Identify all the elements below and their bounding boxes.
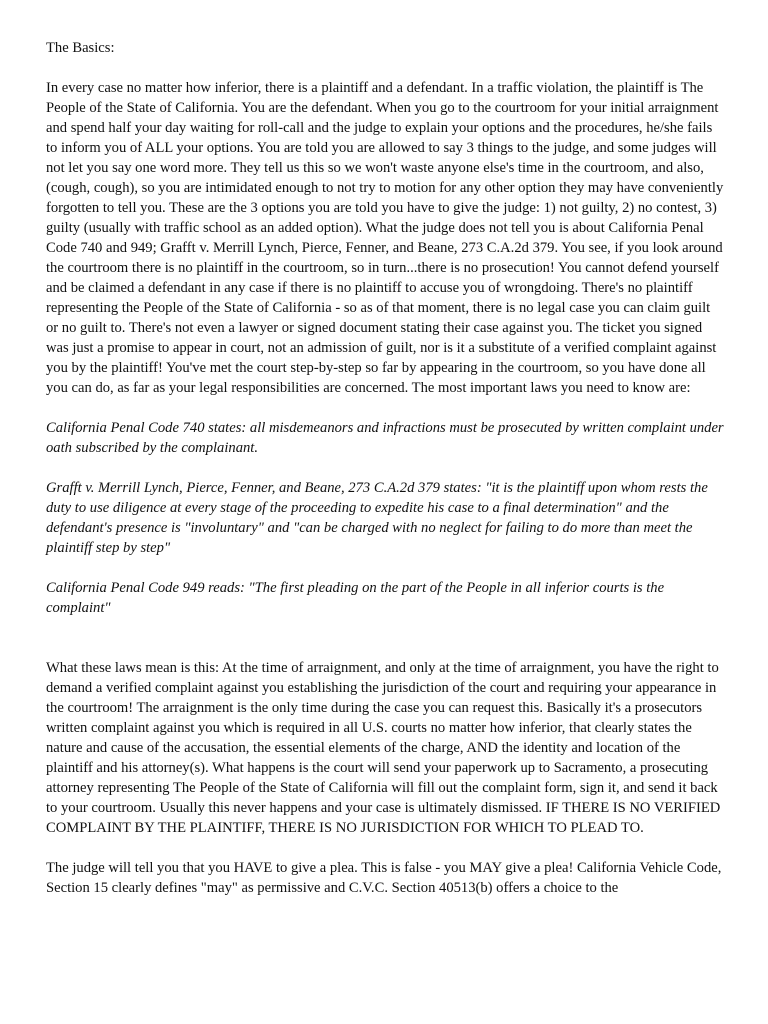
section-heading: The Basics: xyxy=(46,40,115,56)
plea-paragraph: The judge will tell you that you HAVE to give a plea. This is false - you MAY give a plea! California Vehicle Code, Section 15 clearly defines "may" as permissive and C.V.C. Section 40513(b) offers a choice to the xyxy=(46,860,722,896)
explanation-paragraph: What these laws mean is this: At the time of arraignment, and only at the time of arraignment, you have the right to demand a verified complaint against you establishing the jurisdiction of the court and requiring your appearance in the courtroom! The arraignment is the only time during the case you can request this. Basically it's a prosecutors written complaint against you which is required in all U.S. courts no matter how inferior, that clearly states the nature and cause of the accusation, the essential elements of the charge, AND the identity and location of the plaintiff and his attorney(s). What happens is the court will send your paperwork up to Sacramento, a prosecuting attorney representing The People of the State of California will fill out the complaint form, sign it, and send it back to your courtroom. Usually this never happens and your case is ultimately dismissed. IF THERE IS NO VERIFIED COMPLAINT BY THE PLAINTIFF, THERE IS NO JURISDICTION FOR WHICH TO PLEAD TO. xyxy=(46,660,721,836)
quote-penal-code-740: California Penal Code 740 states: all misdemeanors and infractions must be prosecuted by written complaint under oath subscribed by the complainant. xyxy=(46,420,724,456)
intro-paragraph: In every case no matter how inferior, there is a plaintiff and a defendant. In a traffic violation, the plaintiff is The People of the State of California. You are the defendant. When you go to the courtroom for your initial arraignment and spend half your day waiting for roll-call and the judge to explain your options and the procedures, he/she fails to inform you of ALL your options. You are told you are allowed to say 3 things to the judge, and some judges will not let you say one word more. They tell us this so we won't waste anyone else's time in the courtroom, and also, (cough, cough), so you are intimidated enough to not try to motion for any other option they may have conveniently forgotten to tell you. These are the 3 options you are told you have to give the judge: 1) not guilty, 2) no contest, 3) guilty (usually with traffic school as an added option). What the judge does not tell you is about California Penal Code 740 and 949; Grafft v. Merrill Lynch, Pierce, Fenner, and Beane, 273 C.A.2d 379. You see, if you look around the courtroom there is no plaintiff in the courtroom, so in turn...there is no prosecution! You cannot defend yourself and be claimed a defendant in any case if there is no plaintiff to accuse you of wrongdoing. There's no plaintiff representing the People of the State of California - so as of that moment, there is no legal case you can claim guilt or no guilt to. There's not even a lawyer or signed document stating their case against you. The ticket you signed was just a promise to appear in court, not an admission of guilt, nor is it a substitute of a verified complaint against you by the plaintiff! You've met the court step-by-step so far by appearing in the courtroom, so you have done all you can do, as far as your legal responsibilities are concerned. The most important laws you need to know are: xyxy=(46,80,724,396)
document-page xyxy=(46,38,726,918)
spacer xyxy=(46,638,726,658)
quote-grafft-case: Grafft v. Merrill Lynch, Pierce, Fenner, and Beane, 273 C.A.2d 379 states: "it is the plaintiff upon whom rests the duty to use diligence at every stage of the proceeding to expedite his case to a final determination" and the defendant's presence is "involuntary" and "can be charged with no neglect for failing to do more than meet the plaintiff step by step" xyxy=(46,480,708,556)
quote-penal-code-949: California Penal Code 949 reads: "The first pleading on the part of the People in all inferior courts is the complaint" xyxy=(46,580,665,616)
